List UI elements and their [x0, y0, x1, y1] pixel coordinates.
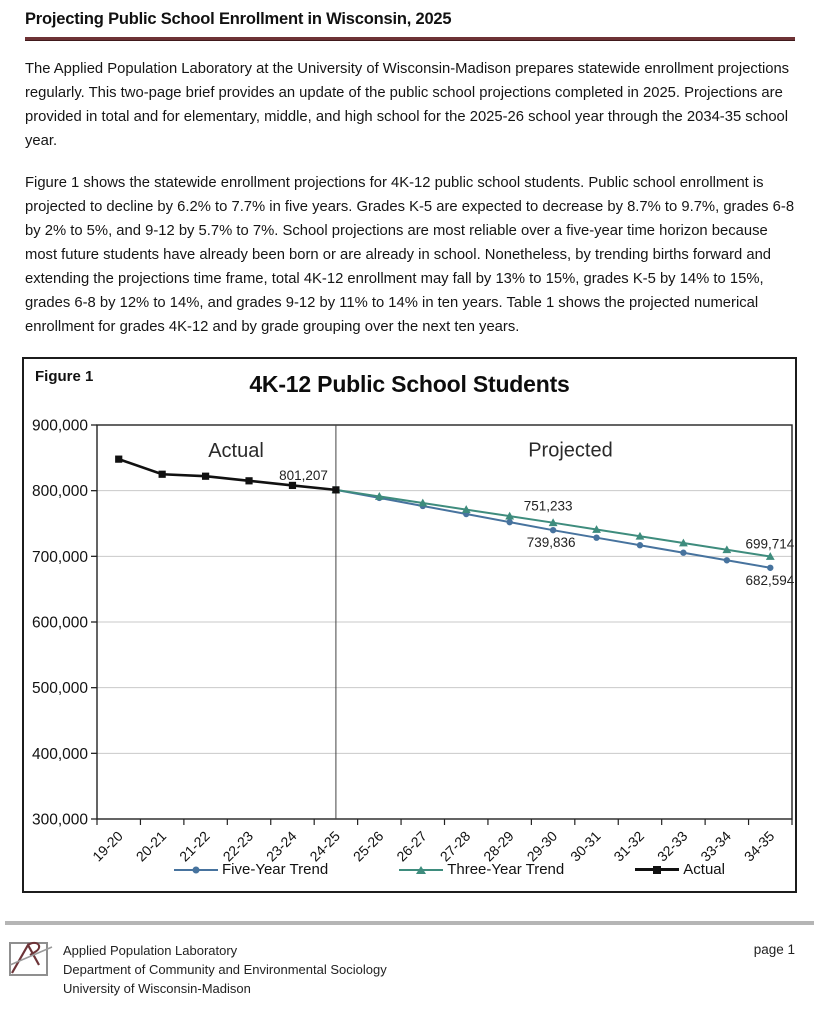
x-tick-label: 20-21 — [132, 827, 170, 865]
marker-square — [159, 471, 166, 478]
chart-legend — [174, 861, 725, 878]
x-tick-label: 30-31 — [567, 827, 604, 865]
legend-item-three-year-trend — [399, 861, 564, 878]
x-tick-label: 31-32 — [610, 827, 648, 865]
enrollment-line-chart — [24, 413, 795, 895]
five-year-trend-marker-icon — [174, 864, 218, 876]
marker-square — [245, 477, 252, 484]
y-tick-label: 700,000 — [31, 548, 88, 566]
x-tick-label: 29-30 — [523, 827, 561, 865]
point-label: 801,207 — [279, 467, 328, 483]
marker-circle — [506, 519, 512, 525]
point-label: 682,594 — [745, 572, 795, 588]
document-title: Projecting Public School Enrollment in Wisconsin, 2025 — [25, 10, 452, 28]
marker-square — [115, 456, 122, 463]
marker-circle — [767, 565, 773, 571]
x-tick-label: 26-27 — [393, 827, 430, 865]
point-label: 699,714 — [745, 536, 795, 552]
region-label: Actual — [208, 440, 264, 463]
intro-paragraph: The Applied Population Laboratory at the University of Wisconsin-Madison prepares statewide enrollment projections regularly. This two-page brief provides an update of the public school projections completed in 2025. Projections are provided in total and for elementary, middle, and high school for the 2025-26 school year through the 2034-35 school year. — [25, 61, 790, 149]
legend-item-five-year-trend — [174, 861, 328, 878]
y-tick-label: 400,000 — [31, 745, 88, 763]
x-tick-label: 25-26 — [349, 827, 387, 865]
footer-address — [63, 938, 387, 998]
y-tick-label: 300,000 — [31, 811, 88, 829]
legend-label-five-year-trend: Five-Year Trend — [222, 861, 329, 878]
marker-circle — [637, 542, 643, 548]
marker-square — [332, 486, 339, 493]
x-tick-label: 34-35 — [740, 827, 778, 865]
region-label: Projected — [528, 439, 613, 462]
legend-item-actual — [635, 861, 725, 878]
footer-divider — [5, 921, 814, 925]
title-divider — [25, 37, 795, 41]
y-tick-label: 800,000 — [31, 483, 88, 501]
apl-logo-icon — [8, 938, 54, 982]
x-tick-label: 24-25 — [306, 827, 344, 865]
chart-title: 4K-12 Public School Students — [249, 371, 570, 397]
legend-label-actual: Actual — [683, 861, 725, 878]
x-tick-label: 22-23 — [219, 827, 257, 865]
y-tick-label: 600,000 — [31, 614, 88, 632]
marker-circle — [550, 527, 556, 533]
footer-univ: University of Wisconsin-Madison — [63, 981, 251, 996]
footer-org: Applied Population Laboratory — [63, 943, 238, 958]
x-tick-label: 27-28 — [436, 827, 474, 865]
footer — [8, 938, 387, 998]
legend-label-three-year-trend: Three-Year Trend — [447, 861, 565, 878]
marker-square — [289, 482, 296, 489]
figure-label: Figure 1 — [35, 368, 94, 385]
figure-1-box — [22, 357, 797, 893]
three-year-trend-marker-icon — [399, 864, 443, 876]
x-tick-label: 33-34 — [697, 827, 734, 865]
actual-marker-icon — [635, 864, 679, 876]
x-tick-label: 19-20 — [89, 827, 126, 865]
page-number: page 1 — [753, 942, 795, 957]
x-tick-label: 28-29 — [480, 827, 517, 865]
x-tick-label: 21-22 — [176, 827, 213, 865]
marker-circle — [680, 550, 686, 556]
point-label: 751,233 — [523, 498, 573, 514]
y-tick-label: 500,000 — [31, 680, 88, 698]
x-tick-label: 32-33 — [653, 827, 691, 865]
marker-circle — [724, 557, 730, 563]
marker-circle — [593, 534, 599, 540]
point-label: 739,836 — [526, 535, 576, 551]
x-tick-label: 23-24 — [262, 827, 300, 865]
footer-dept: Department of Community and Environmental Sociology — [63, 962, 387, 977]
y-tick-label: 900,000 — [31, 417, 88, 435]
marker-square — [202, 473, 209, 480]
projections-paragraph: Figure 1 shows the statewide enrollment projections for 4K-12 public school students. Public school enrollment is projected to decline by 6.2% to 7.7% in five years. Grades K-5 are expected to decrease by 8.7% to 9.7%, grades 6-8 by 2% to 5%, and 9-12 by 5.7% to 7%. School projections are most reliable over a five-year time horizon because most future students have already been born or are already in school. Nonetheless, by trending births forward and extending the projections time frame, total 4K-12 enrollment may fall by 13% to 15%, grades K-5 by 14% to 15%, grades 6-8 by 12% to 14%, and grades 9-12 by 11% to 14% in ten years. Table 1 shows the projected numerical enrollment for grades 4K-12 and by grade grouping over the next ten years. — [25, 175, 795, 335]
